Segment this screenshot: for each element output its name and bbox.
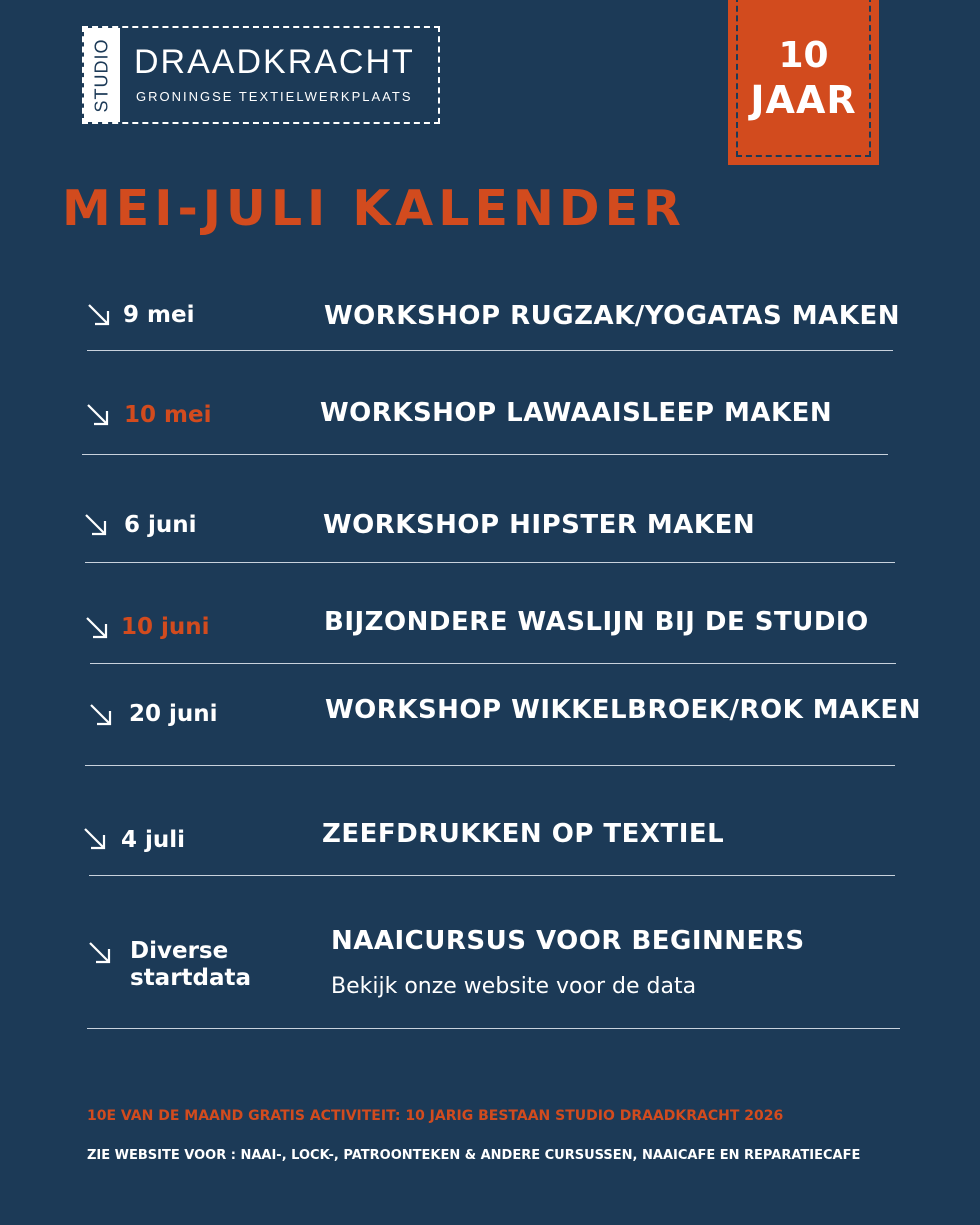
divider (89, 875, 895, 876)
event-date: 10 juni (121, 614, 210, 640)
arrow-down-right-icon (85, 402, 111, 428)
event-date-line2: startdata (130, 965, 252, 991)
arrow-down-right-icon (87, 940, 113, 966)
event-title: WORKSHOP HIPSTER MAKEN (323, 510, 756, 540)
event-title: BIJZONDERE WASLIJN BIJ DE STUDIO (324, 607, 869, 637)
divider (85, 562, 895, 563)
divider (82, 454, 888, 455)
event-title: ZEEFDRUKKEN OP TEXTIEL (322, 819, 725, 849)
arrow-down-right-icon (84, 615, 110, 641)
footer-promo: 10E VAN DE MAAND GRATIS ACTIVITEIT: 10 JARIG BESTAAN STUDIO DRAADKRACHT 2026 (87, 1108, 784, 1124)
divider (90, 663, 896, 664)
footer-info: ZIE WEBSITE VOOR : NAAI-, LOCK-, PATROONTEKEN & ANDERE CURSUSSEN, NAAICAFE EN REPARATIECAFE (87, 1148, 861, 1163)
event-date: 20 juni (129, 701, 218, 727)
badge-text: JAAR (750, 78, 857, 122)
event-date: 4 juli (121, 827, 186, 853)
event-title: WORKSHOP RUGZAK/YOGATAS MAKEN (324, 301, 900, 331)
logo-side-text: STUDIO (91, 37, 112, 113)
logo-side-panel (84, 28, 120, 122)
arrow-down-right-icon (86, 302, 112, 328)
page-title: MEI-JULI KALENDER (62, 180, 686, 237)
badge-number: 10 (778, 35, 829, 76)
logo-name: DRAADKRACHT (134, 43, 415, 81)
arrow-down-right-icon (82, 826, 108, 852)
event-title: NAAICURSUS VOOR BEGINNERS (331, 926, 805, 956)
logo-subtitle: GRONINGSE TEXTIELWERKPLAATS (136, 89, 413, 104)
event-subtext: Bekijk onze website voor de data (331, 974, 697, 999)
divider (87, 350, 893, 351)
event-title: WORKSHOP WIKKELBROEK/ROK MAKEN (325, 695, 921, 725)
studio-logo (82, 26, 440, 124)
event-date-line1: Diverse (130, 938, 229, 964)
divider (85, 765, 895, 766)
arrow-down-right-icon (88, 702, 114, 728)
event-date: 10 mei (124, 402, 212, 428)
divider (87, 1028, 900, 1029)
event-date: 9 mei (123, 302, 195, 328)
event-title: WORKSHOP LAWAAISLEEP MAKEN (320, 398, 833, 428)
arrow-down-right-icon (83, 512, 109, 538)
anniversary-badge (728, 0, 879, 165)
event-date: 6 juni (124, 512, 197, 538)
